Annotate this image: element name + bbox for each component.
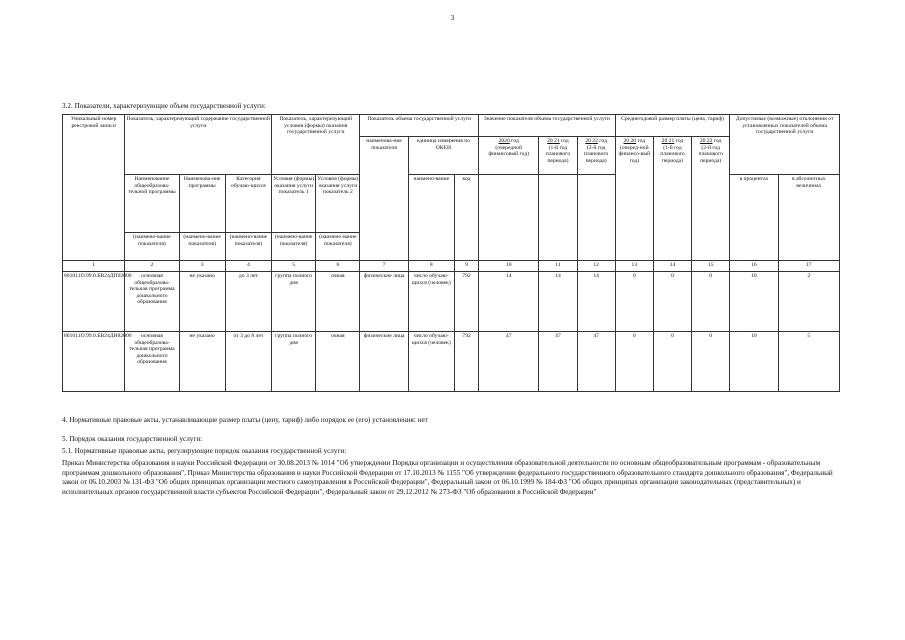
column-number: 3 [179, 261, 225, 272]
column-number: 7 [360, 261, 408, 272]
header-program-kind: Наименова-ние программы [179, 175, 225, 233]
column-number: 9 [454, 261, 478, 272]
table-cell: физические лица [360, 272, 408, 332]
table-cell: 0 [692, 272, 730, 332]
column-numbers-row [63, 261, 840, 272]
column-number: 10 [479, 261, 539, 272]
section-4-text: 4. Нормативные правовые акты, устанавливающие размер платы (цену, тариф) либо порядок ее (его) установления: нет [62, 416, 428, 424]
header-fee-first-plan: 20 21 год (1-й год планового периода) [653, 137, 691, 261]
table-cell: число обучаю-щихся (человек) [408, 332, 454, 392]
table-cell: группа полного дня [272, 272, 316, 332]
section-3-2-title: 3.2. Показатели, характеризующие объем государственной услуги: [62, 102, 266, 110]
table-cell: 47 [539, 332, 577, 392]
header-indicator-name-6: (наимено-вание показателя) [316, 233, 360, 261]
table-cell: число обучаю-щихся (человек) [408, 272, 454, 332]
table-cell: 0 [615, 332, 653, 392]
column-number: 15 [692, 261, 730, 272]
table-cell: 14 [539, 272, 577, 332]
table-cell: 0 [653, 272, 691, 332]
table-cell: 792 [454, 272, 478, 332]
table-cell: 2 [778, 272, 839, 332]
header-unique-reg-no: Уникальный номер реестровой записи [63, 115, 125, 261]
table-cell: группа полного дня [272, 332, 316, 392]
table-cell: 0 [615, 272, 653, 332]
column-number: 16 [730, 261, 778, 272]
column-number: 4 [225, 261, 271, 272]
header-unit-code: код [454, 175, 478, 261]
column-number: 5 [272, 261, 316, 272]
header-values-year-next-blank [479, 175, 539, 261]
header-in-absolute: в абсолютных величинах [778, 175, 839, 261]
header-year-first-plan: 20 21 год (1-й год планового периода) [539, 137, 577, 175]
header-fee-second-plan: 20 22 год (2-й год планового периода) [692, 137, 730, 261]
column-number: 14 [653, 261, 691, 272]
header-in-percent: в процентах [730, 175, 778, 261]
volume-indicators-table [62, 114, 840, 392]
section-5-1-title: 5.1. Нормативные правовые акты, регулирующие порядок оказания государственной услуги: [62, 447, 347, 455]
header-values-year-second-blank [577, 175, 615, 261]
table-cell: 47 [479, 332, 539, 392]
column-number: 13 [615, 261, 653, 272]
header-year-second-plan: 20 22 год (2-й год планового периода) [577, 137, 615, 175]
header-deviations: Допустимые (возможные) отклонения от установленных показателей объема государственной услуги [730, 115, 840, 175]
table-cell: 5 [778, 332, 839, 392]
table-cell: очная [316, 272, 360, 332]
header-values-year-first-blank [539, 175, 577, 261]
header-indicator-name: наименова-ние показателя [360, 137, 408, 261]
table-cell: 10 [730, 332, 778, 392]
column-number: 2 [125, 261, 179, 272]
column-number: 8 [408, 261, 454, 272]
table-cell: физические лица [360, 332, 408, 392]
table-cell: от 3 до 8 лет [225, 332, 271, 392]
table-cell: 10 [730, 272, 778, 332]
column-number: 6 [316, 261, 360, 272]
header-indicator-name-2: (наимено-вание показателя) [125, 233, 179, 261]
header-volume-indicator: Показатель объема государственной услуги [360, 115, 479, 137]
header-avg-fee: Среднегодовой размер платы (цена, тариф) [615, 115, 730, 137]
header-indicator-name-4: (наимено-вание показателя) [225, 233, 271, 261]
table-cell: основная общеобразова-тельная программа дошкольного образования [125, 332, 179, 392]
column-number: 11 [539, 261, 577, 272]
header-fee-next-year: 20 20 год (очеред-ной финансо-вый год) [615, 137, 653, 261]
header-program-name: Наименование общеобразова-тельной программы [125, 175, 179, 233]
table-row [63, 332, 840, 392]
table-cell: до 3 лет [225, 272, 271, 332]
header-condition-1: Условия (формы) оказания услуги показатель 1 [272, 175, 316, 233]
table-cell: 792 [454, 332, 478, 392]
table-cell: основная общеобразова-тельная программа дошкольного образования [125, 272, 179, 332]
table-cell: 0 [692, 332, 730, 392]
column-number: 17 [778, 261, 839, 272]
header-year-next: 2020 год (очередной финансовый год) [479, 137, 539, 175]
header-unit-name: наимено-вание [408, 175, 454, 261]
header-conditions-indicator: Показатель, характеризующий условия (формы) оказания государственной услуги [272, 115, 360, 175]
section-5-1-text: Приказ Министерства образования и науки Российской Федерации от 30.08.2013 № 1014 "Об утверждении Порядка организации и осуществления образовательной деятельности по основным общеобразовательным программам - образовательным программам дошкольного образования", Приказ Министерства образования и науки Российской Федерации от 17.10.2013 № 1155 "Об утверждении федерального государственного образовательного стандарта дошкольного образования", Федеральный закон от 06.10.2003 № 131-ФЗ "Об общих принципах организации местного самоуправления в Российской Федерации", Федеральный закон от 06.10.1999 № 184-ФЗ "Об общих принципах организации законодательных (представительных) и исполнительных органов государственной власти субъектов Российской Федерации", Федеральный закон от 29.12.2012 № 273-ФЗ "Об образовании в Российской Федерации" [62, 459, 833, 496]
table-cell: не указано [179, 272, 225, 332]
header-indicator-name-5: (наимено-вание показателя) [272, 233, 316, 261]
header-condition-2: Условия (формы) оказания услуги показатель 2 [316, 175, 360, 233]
table-cell: не указано [179, 332, 225, 392]
reg-no-cell: 801011О.99.0.БВ24ДП02000 [63, 272, 125, 332]
table-cell: очная [316, 332, 360, 392]
table-cell: 47 [577, 332, 615, 392]
header-unit-okei: единица измерения по ОКЕИ [408, 137, 478, 175]
column-number: 12 [577, 261, 615, 272]
header-indicator-name-3: (наимено-вание показателя) [179, 233, 225, 261]
table-cell: 0 [653, 332, 691, 392]
header-student-category: Категория обучаю-щихся [225, 175, 271, 233]
table-cell: 14 [577, 272, 615, 332]
section-5-title: 5. Порядок оказания государственной услуги: [62, 435, 203, 443]
header-volume-values: Значение показателя объема государственной услуги [479, 115, 616, 137]
table-cell: 14 [479, 272, 539, 332]
table-row [63, 272, 840, 332]
header-content-indicator: Показатель, характеризующий содержание государственной услуги [125, 115, 272, 175]
reg-no-cell: 801011О.99.0.БВ24ДН82000 [63, 332, 125, 392]
column-number: 1 [63, 261, 125, 272]
page-number: 3 [450, 14, 455, 22]
